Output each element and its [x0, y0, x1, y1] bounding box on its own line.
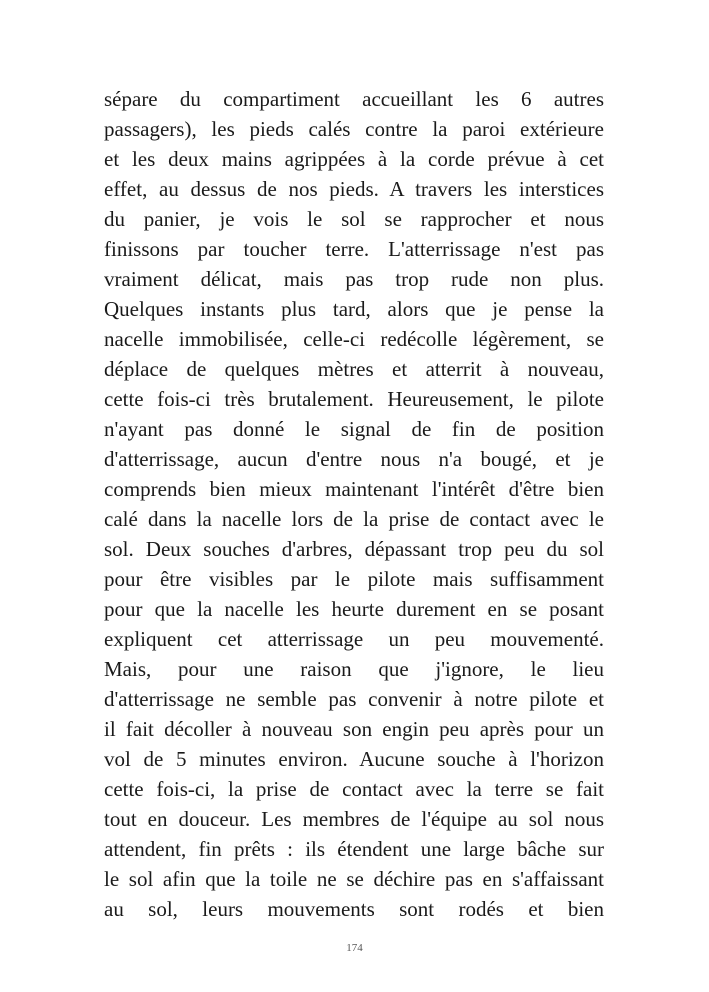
text-line: d'atterrissage, aucun d'entre nous n'a bougé, et je	[104, 447, 604, 471]
text-line: cette fois-ci, la prise de contact avec la terre se fait	[104, 777, 604, 801]
text-line: cette fois-ci très brutalement. Heureusement, le pilote	[104, 387, 604, 411]
text-line: le sol afin que la toile ne se déchire pas en s'affaissant	[104, 867, 604, 891]
text-line: calé dans la nacelle lors de la prise de contact avec le	[104, 507, 604, 531]
text-line: expliquent cet atterrissage un peu mouvementé.	[104, 627, 604, 651]
text-line: il fait décoller à nouveau son engin peu après pour un	[104, 717, 604, 741]
text-line: nacelle immobilisée, celle-ci redécolle légèrement, se	[104, 327, 604, 351]
text-line: tout en douceur. Les membres de l'équipe au sol nous	[104, 807, 604, 831]
page-number: 174	[346, 942, 363, 954]
text-line: vol de 5 minutes environ. Aucune souche à l'horizon	[104, 747, 604, 771]
text-line: et les deux mains agrippées à la corde prévue à cet	[104, 147, 604, 171]
text-line: pour être visibles par le pilote mais suffisamment	[104, 567, 604, 591]
body-text	[104, 84, 604, 924]
text-line: effet, au dessus de nos pieds. A travers les interstices	[104, 177, 604, 201]
text-line: attendent, fin prêts : ils étendent une large bâche sur	[104, 837, 604, 861]
text-line: finissons par toucher terre. L'atterrissage n'est pas	[104, 237, 604, 261]
text-line: vraiment délicat, mais pas trop rude non plus.	[104, 267, 604, 291]
text-line: au sol, leurs mouvements sont rodés et bien	[104, 897, 604, 921]
text-line: déplace de quelques mètres et atterrit à nouveau,	[104, 357, 604, 381]
text-line: Quelques instants plus tard, alors que je pense la	[104, 297, 604, 321]
text-line: comprends bien mieux maintenant l'intérêt d'être bien	[104, 477, 604, 501]
text-line: passagers), les pieds calés contre la paroi extérieure	[104, 117, 604, 141]
text-line: du panier, je vois le sol se rapprocher et nous	[104, 207, 604, 231]
text-line: pour que la nacelle les heurte durement en se posant	[104, 597, 604, 621]
text-line: d'atterrissage ne semble pas convenir à notre pilote et	[104, 687, 604, 711]
text-line: sol. Deux souches d'arbres, dépassant trop peu du sol	[104, 537, 604, 561]
text-line: sépare du compartiment accueillant les 6 autres	[104, 87, 604, 111]
text-line: Mais, pour une raison que j'ignore, le lieu	[104, 657, 604, 681]
text-line: n'ayant pas donné le signal de fin de position	[104, 417, 604, 441]
